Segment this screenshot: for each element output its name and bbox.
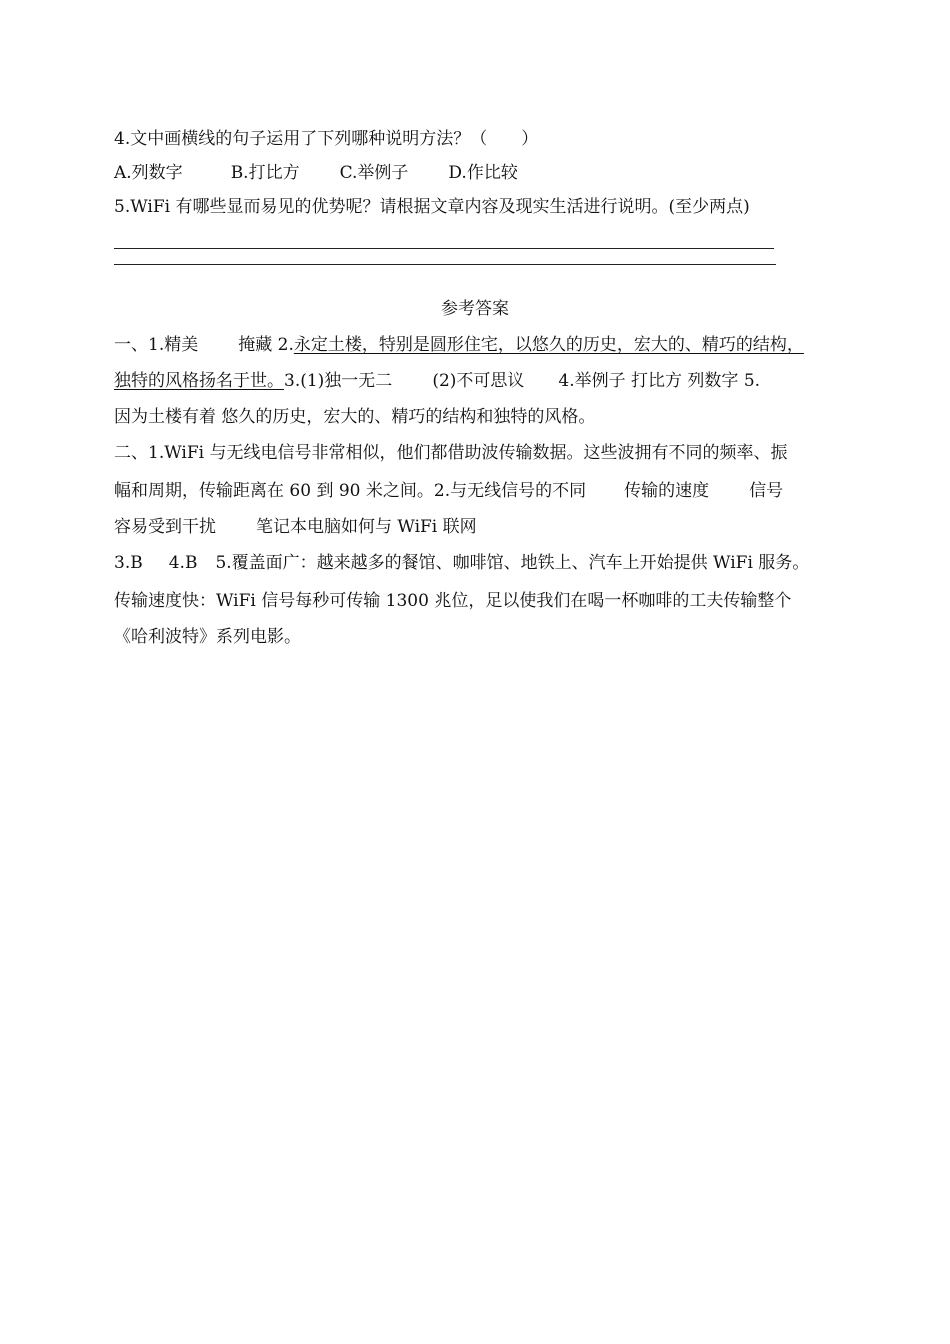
answer-line-2 (114, 264, 776, 265)
question-4: 4.文中画横线的句子运用了下列哪种说明方法？（ ） (114, 129, 539, 149)
answer-3-5: 5.覆盖面广：越来越多的餐馆、咖啡馆、地铁上、汽车上开始提供 WiFi 服务。 (215, 553, 810, 573)
answer-2-2-c: 信号 (749, 481, 784, 501)
answer-3-line-2: 传输速度快：WiFi 信号每秒可传输 1300 兆位，足以使我们在喝一杯咖啡的工夫传输整个 (114, 591, 792, 611)
answer-3-3: 3.B (114, 553, 143, 573)
answer-line-1 (114, 248, 774, 249)
answer-2-line-1: 二、1.WiFi 与无线电信号非常相似，他们都借助波传输数据。这些波拥有不同的频率、振 (114, 443, 788, 463)
answer-3-line-3: 《哈利波特》系列电影。 (114, 627, 301, 647)
option-b: B.打比方 (230, 163, 300, 183)
answer-1-3-1: 3.(1)独一无二 (284, 371, 393, 391)
answer-2-2-e: 笔记本电脑如何与 WiFi 联网 (256, 517, 477, 537)
answer-1-line-3: 因为土楼有着 悠久的历史，宏大的、精巧的结构和独特的风格。 (114, 407, 596, 427)
answer-1-3-2: (2)不可思议 (432, 371, 525, 391)
answer-1-2-label: 掩藏 2. (238, 335, 294, 355)
answer-2-2-a: 幅和周期，传输距离在 60 到 90 米之间。2.与无线信号的不同 (114, 481, 587, 501)
answer-2-2-b: 传输的速度 (624, 481, 710, 501)
option-c: C.举例子 (339, 163, 409, 183)
answer-2-2-d: 容易受到干扰 (114, 517, 216, 537)
answer-2-line-2 (114, 480, 783, 502)
option-a: A.列数字 (114, 163, 183, 183)
option-d: D.作比较 (448, 163, 518, 183)
answer-3-4: 4.B (168, 553, 198, 573)
answer-1-2-underlined-cont: 独特的风格扬名于世。 (114, 371, 284, 391)
answer-3-line-1 (114, 552, 809, 574)
question-5: 5.WiFi 有哪些显而易见的优势呢？请根据文章内容及现实生活进行说明。(至少两点) (114, 197, 750, 217)
answer-key-title: 参考答案 (441, 299, 509, 319)
answer-1-line-1 (114, 334, 804, 356)
question-4-options (114, 162, 518, 184)
answer-1-line-2 (114, 370, 760, 392)
answer-2-line-3 (114, 516, 477, 538)
answer-1-1: 一、1.精美 (114, 335, 199, 355)
answer-1-4: 4.举例子 打比方 列数字 5. (558, 371, 761, 391)
answer-1-2-underlined: 永定土楼，特别是圆形住宅，以悠久的历史，宏大的、精巧的结构， (293, 335, 804, 355)
